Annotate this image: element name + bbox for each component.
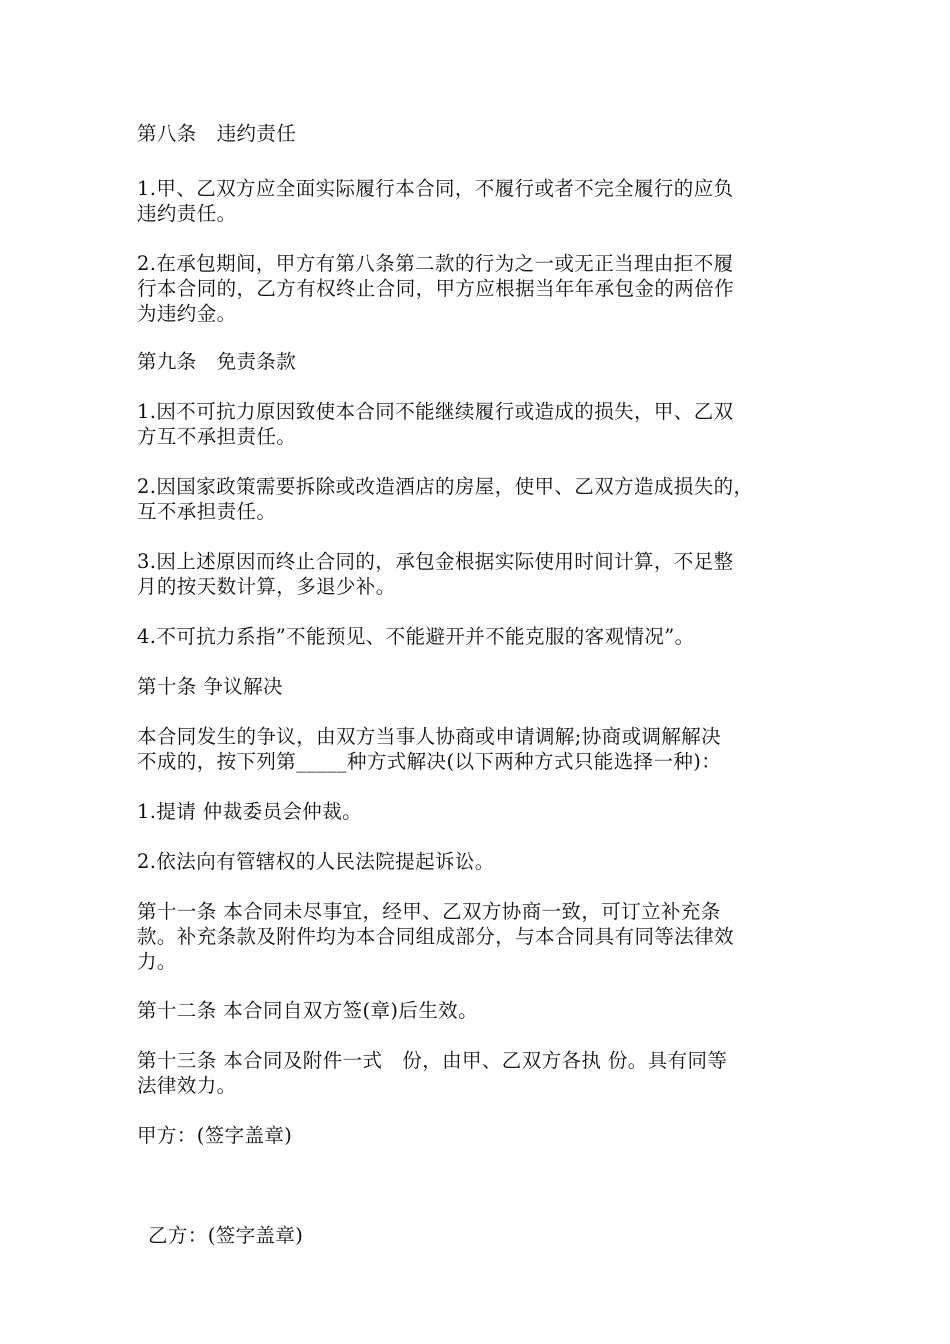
article-10-body-line-2: 不成的，按下列第_____种方式解决(以下两种方式只能选择一种)： xyxy=(137,750,722,773)
party-b-signature: 乙方：(签字盖章) xyxy=(148,1224,304,1247)
article-8-clause-2-line-2: 行本合同的，乙方有权终止合同，甲方应根据当年年承包金的两倍作 xyxy=(137,277,735,300)
article-9-clause-1-line-1: 1.因不可抗力原因致使本合同不能继续履行或造成的损失，甲、乙双 xyxy=(137,400,734,423)
article-8-clause-2-line-1: 2.在承包期间，甲方有第八条第二款的行为之一或无正当理由拒不履 xyxy=(137,252,734,275)
article-12: 第十二条 本合同自双方签(章)后生效。 xyxy=(137,999,479,1022)
article-11-line-1: 第十一条 本合同未尽事宜，经甲、乙双方协商一致，可订立补充条 xyxy=(137,900,721,923)
article-10-option-1: 1.提请 仲裁委员会仲裁。 xyxy=(137,800,363,823)
article-13-line-2: 法律效力。 xyxy=(137,1074,237,1097)
article-9-heading: 第九条 免责条款 xyxy=(137,350,297,373)
article-11-line-2: 款。补充条款及附件均为本合同组成部分，与本合同具有同等法律效 xyxy=(137,925,735,948)
article-10-heading: 第十条 争议解决 xyxy=(137,675,283,698)
article-8-clause-1-line-1: 1.甲、乙双方应全面实际履行本合同，不履行或者不完全履行的应负 xyxy=(137,177,734,200)
article-13-line-1: 第十三条 本合同及附件一式 份，由甲、乙双方各执 份。具有同等 xyxy=(137,1049,728,1072)
article-10-body-line-1: 本合同发生的争议，由双方当事人协商或申请调解;协商或调解解决 xyxy=(137,725,722,748)
article-9-clause-3-line-2: 月的按天数计算，多退少补。 xyxy=(137,575,396,598)
article-9-clause-1-line-2: 方互不承担责任。 xyxy=(137,425,297,448)
article-9-clause-4: 4.不可抗力系指”不能预见、不能避开并不能克服的客观情况”。 xyxy=(137,625,695,648)
article-10-option-2: 2.依法向有管辖权的人民法院提起诉讼。 xyxy=(137,850,495,873)
article-11-line-3: 力。 xyxy=(137,950,177,973)
article-8-heading: 第八条 违约责任 xyxy=(137,122,297,145)
party-a-signature: 甲方：(签字盖章) xyxy=(137,1124,293,1147)
article-9-clause-2-line-2: 互不承担责任。 xyxy=(137,500,277,523)
article-9-clause-2-line-1: 2.因国家政策需要拆除或改造酒店的房屋，使甲、乙双方造成损失的， xyxy=(137,475,754,498)
article-9-clause-3-line-1: 3.因上述原因而终止合同的，承包金根据实际使用时间计算，不足整 xyxy=(137,550,734,573)
article-8-clause-2-line-3: 为违约金。 xyxy=(137,302,237,325)
article-8-clause-1-line-2: 违约责任。 xyxy=(137,202,237,225)
